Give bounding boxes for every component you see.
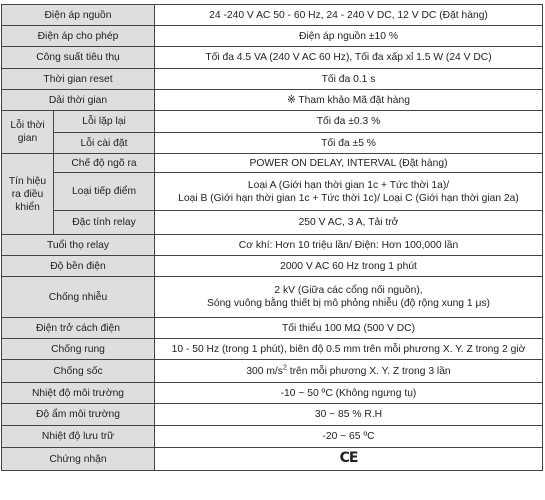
reset-time-label: Thời gian reset <box>2 69 155 90</box>
table-row <box>2 318 543 339</box>
table-row <box>2 154 543 173</box>
table-row <box>2 133 543 154</box>
output-mode-value: POWER ON DELAY, INTERVAL (Đặt hàng) <box>155 154 543 173</box>
ce-mark-icon: CE <box>339 450 358 466</box>
table-row <box>2 69 543 90</box>
ambient-humidity-value: 30 ~ 85 % R.H <box>155 404 543 426</box>
table-row <box>2 339 543 360</box>
table-row <box>2 448 543 471</box>
shock-label: Chống sốc <box>2 360 155 383</box>
insulation-value: Tối thiểu 100 MΩ (500 V DC) <box>155 318 543 339</box>
output-mode-label: Chế độ ngõ ra <box>54 154 155 173</box>
contact-type-line-2: Loại B (Giới hạn thời gian 1c + Tức thời 1c)/ Loại C (Giới hạn thời gian 2a) <box>178 192 519 204</box>
certification-label: Chứng nhận <box>2 448 155 471</box>
setting-error-label: Lỗi cài đặt <box>54 133 155 154</box>
shock-value-exponent: 2 <box>282 364 287 372</box>
vibration-value: 10 - 50 Hz (trong 1 phút), biên độ 0.5 mm trên mỗi phương X. Y. Z trong 2 giờ <box>155 339 543 360</box>
contact-type-label: Loại tiếp điểm <box>54 173 155 211</box>
relay-life-value: Cơ khí: Hơn 10 triệu lần/ Điện: Hơn 100,000 lần <box>155 235 543 256</box>
certification-value <box>155 448 543 471</box>
repeat-error-label: Lỗi lặp lại <box>54 111 155 133</box>
noise-immunity-line-2: Sóng vuông bằng thiết bị mô phỏng nhiễu (độ rộng xung 1 μs) <box>206 298 490 309</box>
relay-rating-label: Đặc tính relay <box>54 211 155 235</box>
noise-immunity-line-1: 2 kV (Giữa các cổng nối nguồn), <box>274 285 423 296</box>
time-error-group-label: Lỗi thời gian <box>2 111 54 154</box>
table-row <box>2 360 543 383</box>
relay-life-label: Tuổi thọ relay <box>2 235 155 256</box>
dielectric-value: 2000 V AC 60 Hz trong 1 phút <box>155 256 543 277</box>
repeat-error-value: Tối đa ±0.3 % <box>155 111 543 133</box>
contact-type-line-1: Loại A (Giới hạn thời gian 1c + Tức thời 1a)/ <box>247 179 450 191</box>
contact-type-value <box>155 173 543 211</box>
table-row <box>2 404 543 426</box>
table-row <box>2 426 543 448</box>
power-consumption-label: Công suất tiêu thụ <box>2 47 155 69</box>
allowable-voltage-label: Điện áp cho phép <box>2 26 155 47</box>
allowable-voltage-value: Điện áp nguồn ±10 % <box>155 26 543 47</box>
table-row <box>2 5 543 26</box>
power-consumption-value: Tối đa 4.5 VA (240 V AC 60 Hz), Tối đa xấp xỉ 1.5 W (24 V DC) <box>155 47 543 69</box>
control-output-group-label: Tín hiệu ra điều khiển <box>2 154 54 235</box>
shock-value-main: 300 m/s <box>246 365 283 377</box>
insulation-label: Điện trở cách điện <box>2 318 155 339</box>
noise-immunity-value <box>155 277 543 318</box>
table-row <box>2 26 543 47</box>
dielectric-label: Độ bền điện <box>2 256 155 277</box>
noise-immunity-label: Chống nhiễu <box>2 277 155 318</box>
supply-voltage-label: Điện áp nguồn <box>2 5 155 26</box>
time-range-value: ※ Tham khảo Mã đặt hàng <box>155 90 543 111</box>
table-row <box>2 47 543 69</box>
shock-value <box>155 360 543 383</box>
storage-temperature-value: -20 ~ 65 ºC <box>155 426 543 448</box>
shock-value-rest: trên mỗi phương X. Y. Z trong 3 lần <box>286 365 451 377</box>
specification-table <box>1 4 543 471</box>
table-row <box>2 173 543 211</box>
relay-rating-value: 250 V AC, 3 A, Tải trở <box>155 211 543 235</box>
storage-temperature-label: Nhiệt độ lưu trữ <box>2 426 155 448</box>
table-row <box>2 256 543 277</box>
table-row <box>2 383 543 404</box>
reset-time-value: Tối đa 0.1 s <box>155 69 543 90</box>
table-row <box>2 90 543 111</box>
vibration-label: Chống rung <box>2 339 155 360</box>
setting-error-value: Tối đa ±5 % <box>155 133 543 154</box>
table-row <box>2 277 543 318</box>
table-row <box>2 211 543 235</box>
time-range-label: Dải thời gian <box>2 90 155 111</box>
table-row <box>2 235 543 256</box>
ambient-temperature-label: Nhiệt độ môi trường <box>2 383 155 404</box>
ambient-temperature-value: -10 ~ 50 ºC (Không ngưng tụ) <box>155 383 543 404</box>
ambient-humidity-label: Độ ẩm môi trường <box>2 404 155 426</box>
table-row <box>2 111 543 133</box>
supply-voltage-value: 24 -240 V AC 50 - 60 Hz, 24 - 240 V DC, 12 V DC (Đặt hàng) <box>155 5 543 26</box>
